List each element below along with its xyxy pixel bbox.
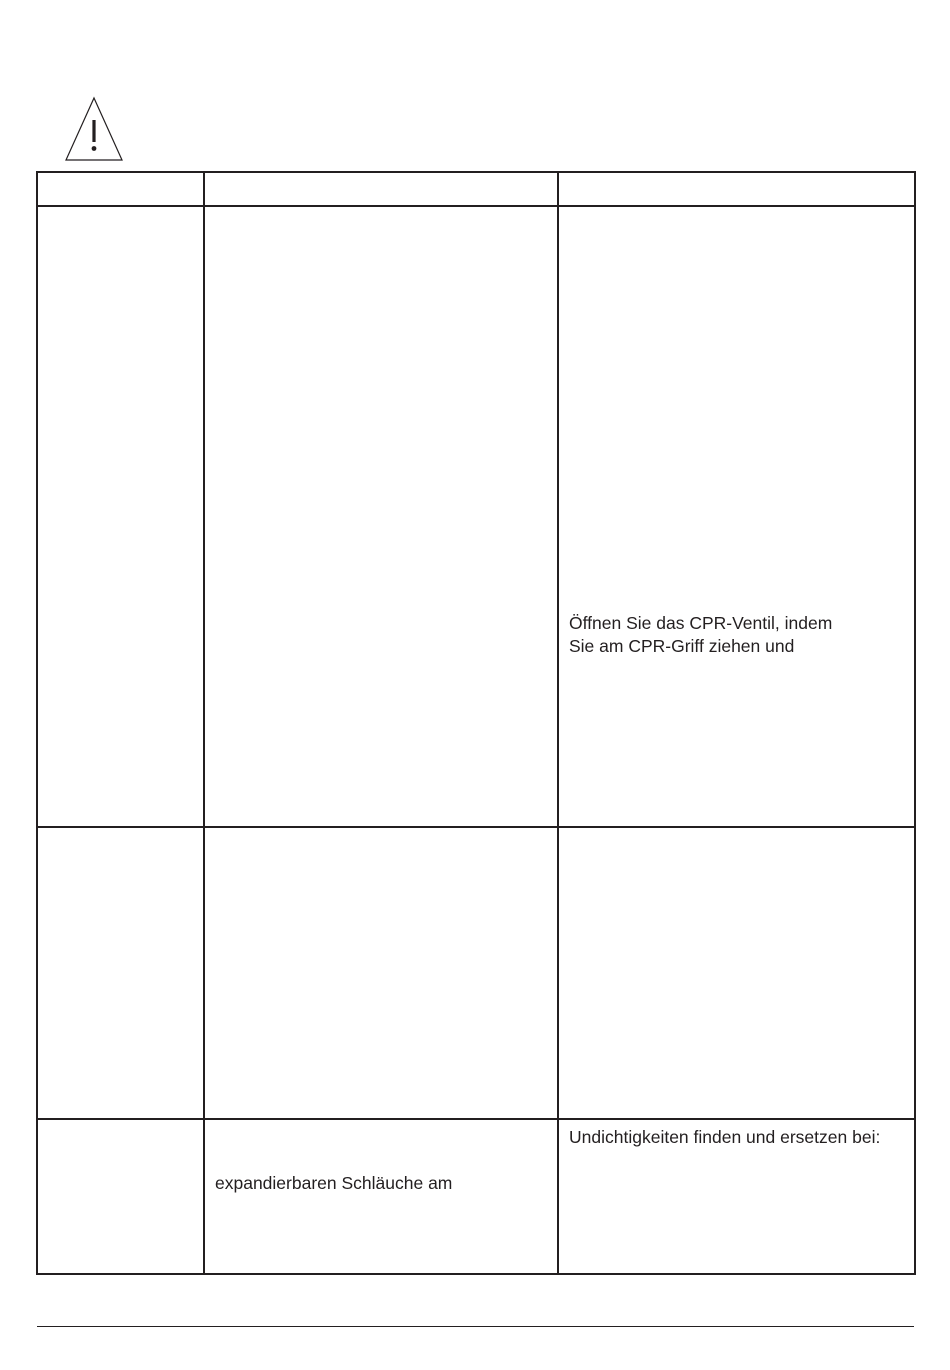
cause-cell (204, 1119, 558, 1274)
troubleshooting-table (36, 171, 916, 1275)
problem-cell (37, 1119, 204, 1274)
cause-cell (204, 206, 558, 827)
remedy-text-line: Öffnen Sie das CPR-Ventil, indem (569, 613, 833, 633)
header-cell-remedy (558, 172, 915, 206)
warning-triangle-icon (64, 96, 124, 162)
table-row (37, 1119, 915, 1274)
remedy-cell (558, 1119, 915, 1274)
table-row (37, 827, 915, 1119)
problem-cell (37, 206, 204, 827)
cause-text-line: expandierbaren Schläuche am (215, 1173, 453, 1193)
problem-cell (37, 827, 204, 1119)
remedy-text-line: Undichtigkeiten finden und ersetzen bei: (569, 1127, 881, 1147)
remedy-cell (558, 206, 915, 827)
table-row (37, 206, 915, 827)
cause-cell (204, 827, 558, 1119)
header-cell-problem (37, 172, 204, 206)
remedy-cell (558, 827, 915, 1119)
remedy-text-line: Sie am CPR-Griff ziehen und (569, 636, 795, 656)
footer-divider (37, 1326, 914, 1327)
header-cell-cause (204, 172, 558, 206)
table-header-row (37, 172, 915, 206)
